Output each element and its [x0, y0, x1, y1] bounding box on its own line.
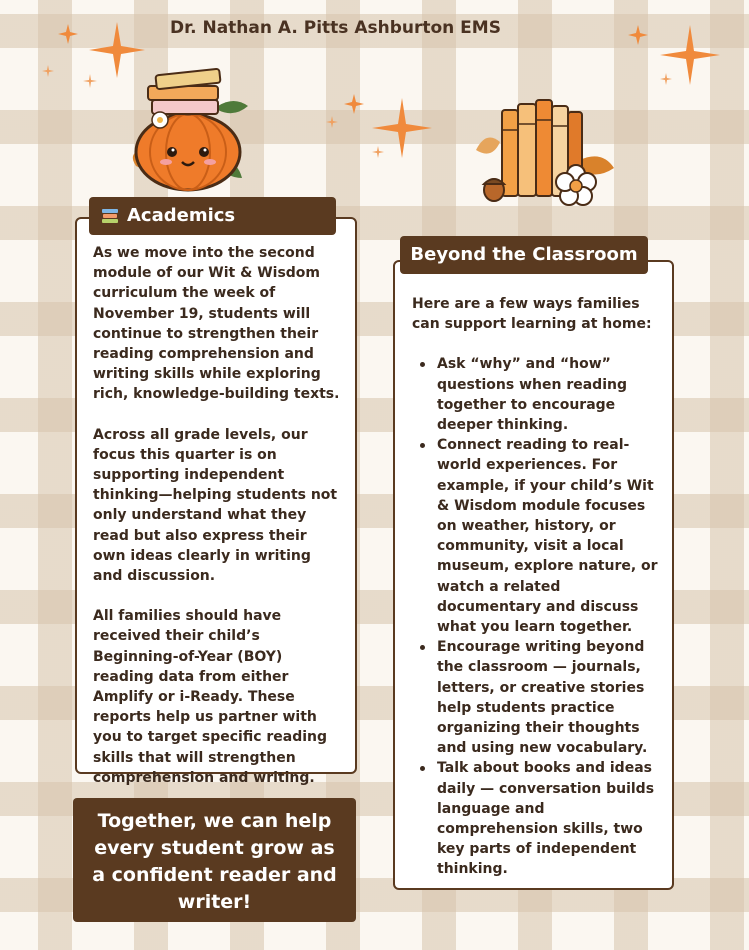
list-item: Encourage writing beyond the classroom — journals, letters, or creative stories help students practice organizing their thoughts and using new vocabulary. — [437, 637, 660, 758]
page-title: Dr. Nathan A. Pitts Ashburton EMS — [170, 18, 501, 38]
academics-paragraph: Across all grade levels, our focus this quarter is on supporting independent thinking—helping students not only understand what they read but also express their own ideas clearly in writing and discussion. — [93, 426, 338, 585]
tips-list — [412, 354, 660, 879]
beyond-heading: Beyond the Classroom — [400, 236, 648, 274]
academics-paragraph: As we move into the second module of our Wit & Wisdom curriculum the week of November 19, students will continue to strengthen their reading comprehension and writing skills while exploring rich, knowledge-building texts. — [93, 245, 340, 403]
academics-heading — [89, 197, 336, 235]
pumpkin-books-icon — [122, 66, 252, 196]
academics-panel — [75, 217, 357, 786]
academics-heading-label: Academics — [127, 205, 236, 226]
beyond-panel — [393, 260, 674, 890]
books-icon — [101, 207, 119, 225]
beyond-intro: Here are a few ways families can support learning at home: — [412, 296, 652, 333]
academics-paragraph: All families should have received their child’s Beginning-of-Year (BOY) reading data from either Amplify or i-Ready. These reports help us partner with you to target specific reading skills that will strengthen comprehension and writing. — [93, 608, 328, 786]
sparkles-center-icon — [320, 90, 440, 170]
list-item: Talk about books and ideas daily — conversation builds language and comprehension skills, two key parts of independent thinking. — [437, 758, 660, 879]
list-item: Connect reading to real-world experiences. For example, if your child’s Wit & Wisdom module focuses on weather, history, or community, visit a local museum, explore nature, or watch a related documentary and discuss what you learn together. — [437, 435, 660, 637]
list-item: Ask “why” and “how” questions when reading together to encourage deeper thinking. — [437, 354, 660, 435]
sparkles-right-icon — [610, 15, 740, 105]
together-callout: Together, we can help every student grow as a confident reader and writer! — [73, 798, 356, 922]
books-flower-icon — [472, 90, 622, 220]
